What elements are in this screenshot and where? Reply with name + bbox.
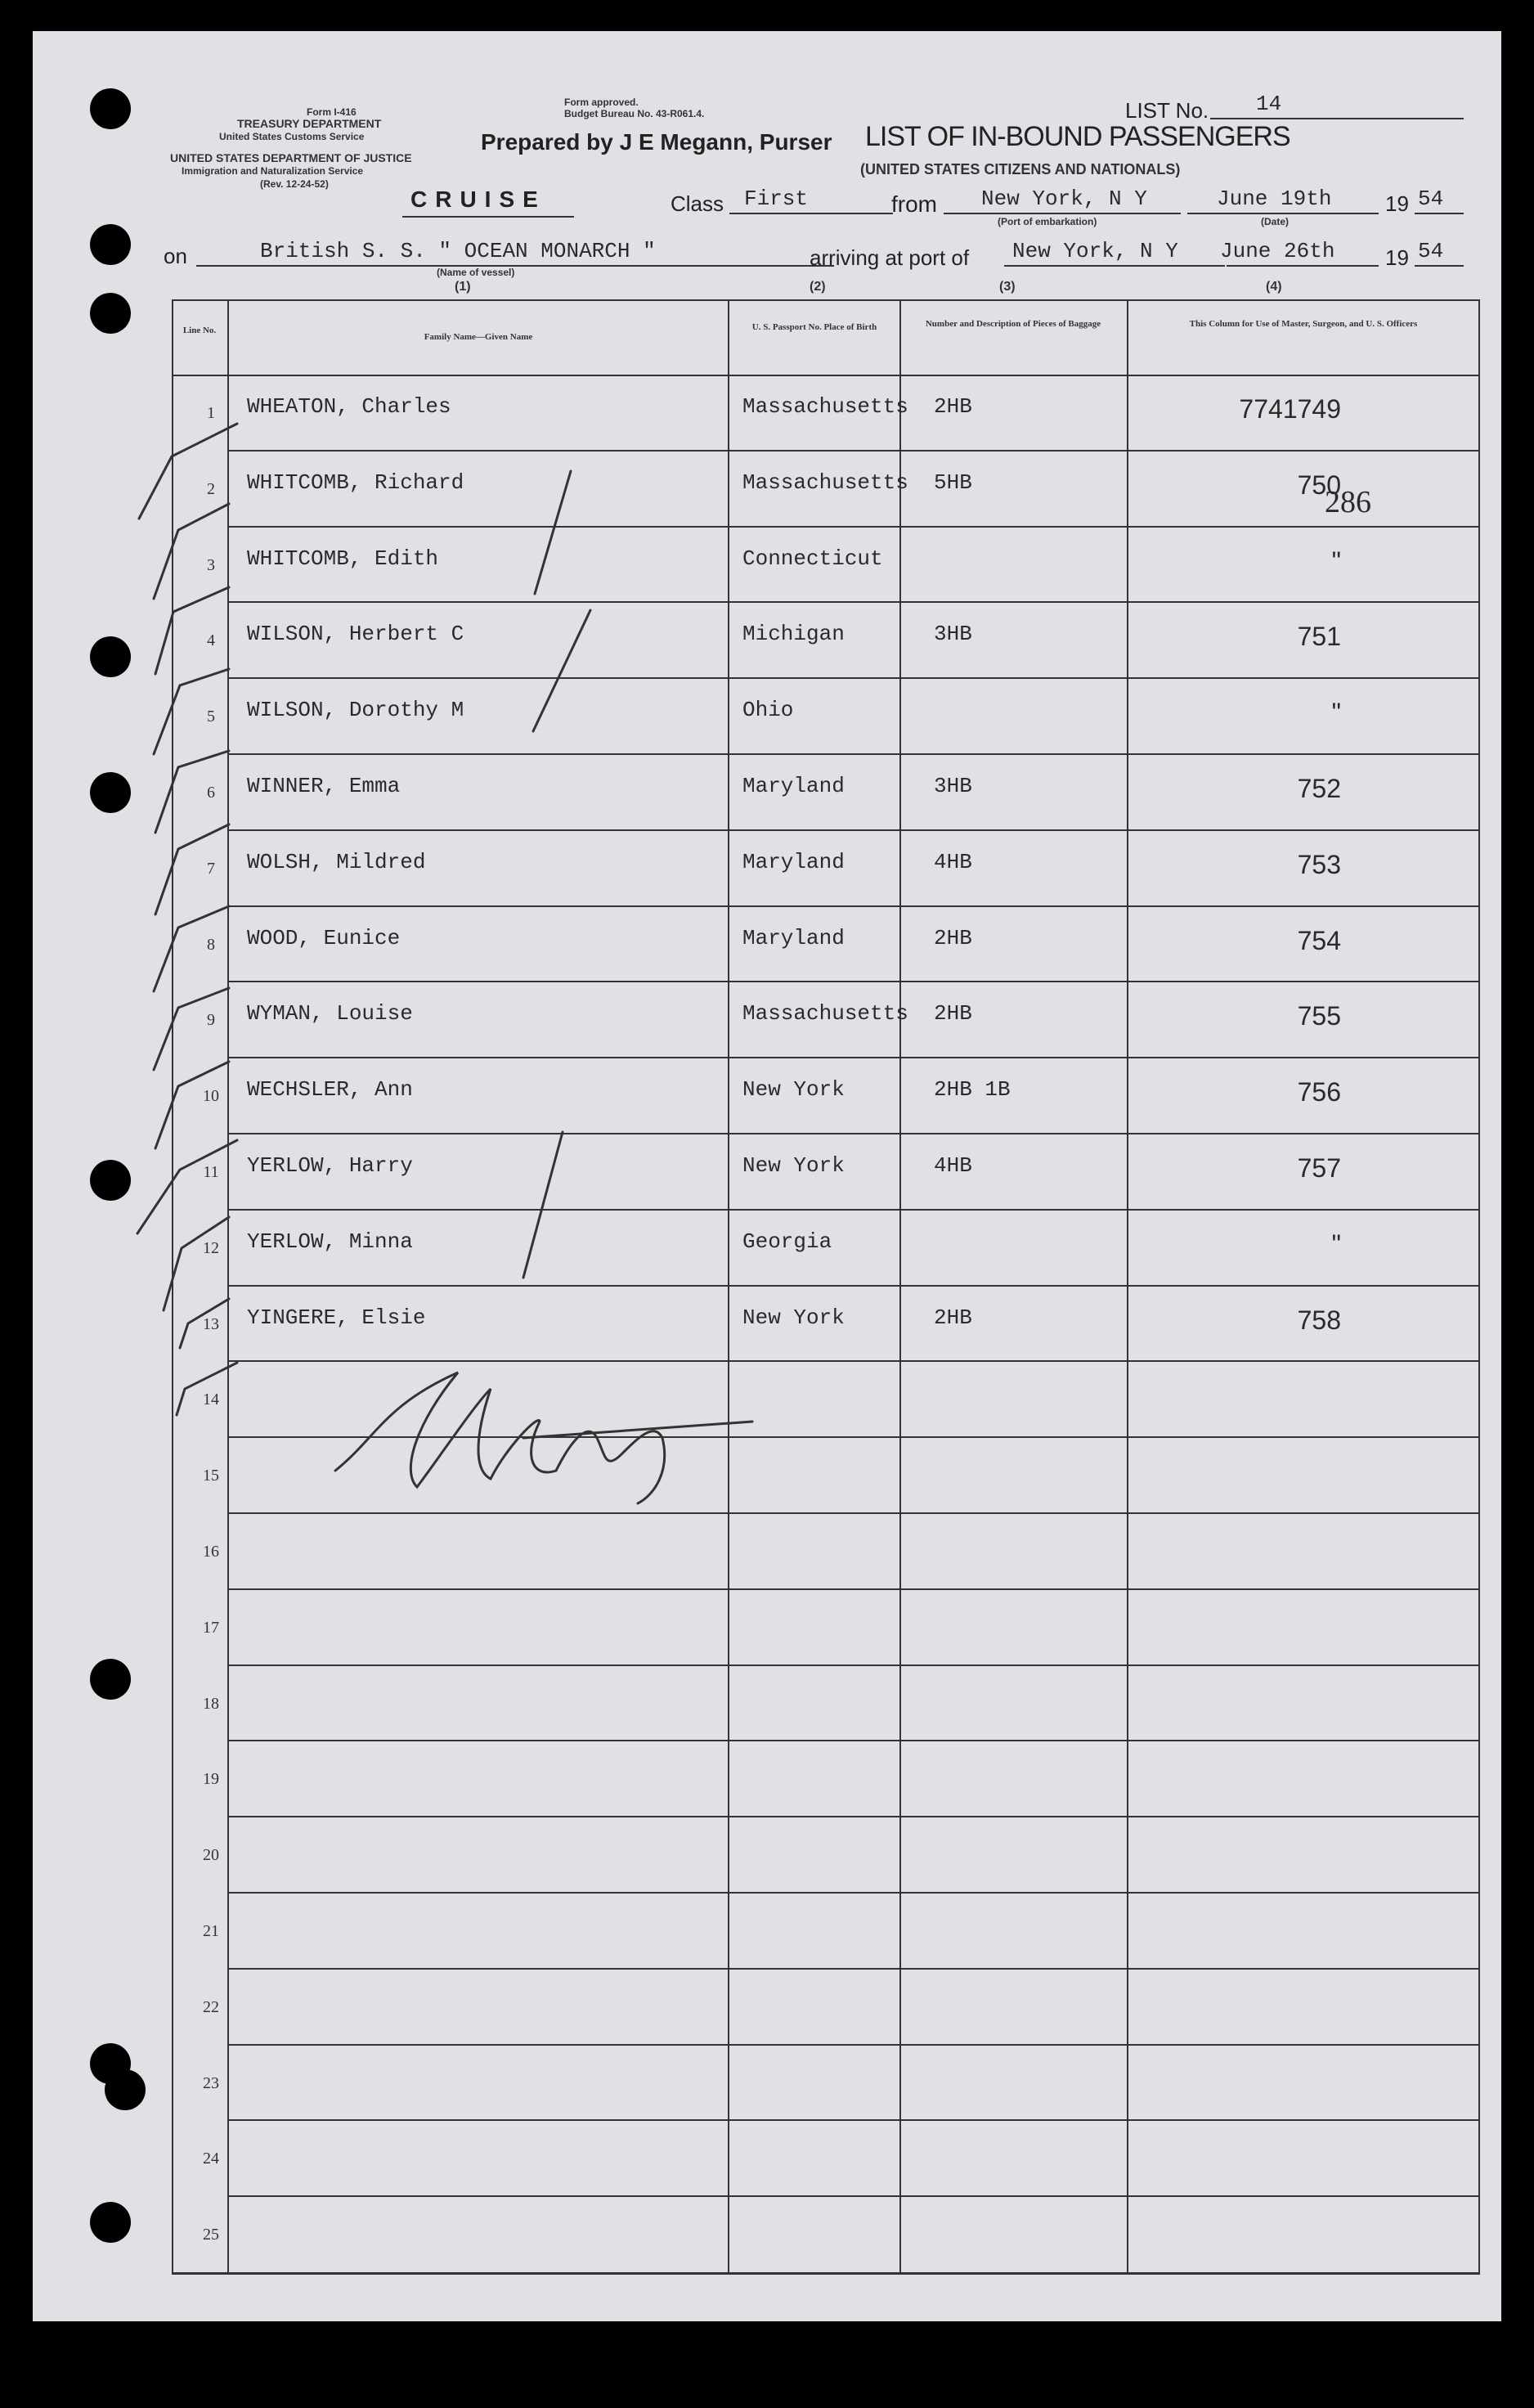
punch-hole bbox=[105, 2069, 146, 2110]
row-divider bbox=[227, 1285, 1478, 1287]
row-divider bbox=[227, 2044, 1478, 2046]
cruise-stamp: CRUISE bbox=[410, 186, 546, 212]
line-number: 19 bbox=[203, 1770, 219, 1789]
row-divider bbox=[227, 905, 1478, 907]
line-number: 21 bbox=[203, 1922, 219, 1940]
list-no-line bbox=[1210, 118, 1464, 119]
row-divider bbox=[227, 1740, 1478, 1741]
line-number: 13 bbox=[203, 1314, 219, 1333]
date-line bbox=[1187, 213, 1379, 214]
row-divider bbox=[227, 1968, 1478, 1970]
row-divider bbox=[227, 1209, 1478, 1211]
place-of-birth: New York bbox=[742, 1153, 845, 1178]
year-line bbox=[1415, 213, 1464, 214]
passenger-name: WINNER, Emma bbox=[247, 774, 401, 798]
passenger-name: YINGERE, Elsie bbox=[247, 1305, 426, 1330]
passenger-name: WYMAN, Louise bbox=[247, 1001, 413, 1027]
line-number: 7 bbox=[207, 859, 215, 878]
baggage: 2HB bbox=[934, 1305, 972, 1330]
row-divider bbox=[227, 753, 1478, 755]
passenger-name: WILSON, Herbert C bbox=[247, 622, 464, 647]
line-number: 10 bbox=[203, 1087, 219, 1106]
check-mark bbox=[137, 1140, 237, 1233]
arriving-label: arriving at port of bbox=[810, 245, 970, 270]
line-number: 25 bbox=[203, 2226, 219, 2244]
list-no-label: LIST No. bbox=[1125, 98, 1209, 123]
baggage: 4HB bbox=[934, 1153, 972, 1178]
line-number: 4 bbox=[207, 631, 215, 650]
baggage: 2HB bbox=[934, 1001, 972, 1027]
port-emb-caption: (Port of embarkation) bbox=[998, 216, 1097, 227]
baggage: 2HB 1B bbox=[934, 1077, 1011, 1103]
port-of-embarkation: New York, N Y bbox=[981, 186, 1147, 211]
line-number: 8 bbox=[207, 935, 215, 954]
baggage: 4HB bbox=[934, 849, 972, 874]
passenger-name: WOLSH, Mildred bbox=[247, 849, 426, 874]
budget-bureau: Budget Bureau No. 43-R061.4. bbox=[564, 108, 705, 119]
baggage: 5HB bbox=[934, 469, 972, 495]
line-number: 11 bbox=[203, 1163, 219, 1181]
place-of-birth: Massachusetts bbox=[742, 394, 908, 419]
punch-hole bbox=[90, 2202, 131, 2243]
punch-hole bbox=[90, 772, 131, 813]
form-number: Form I-416 bbox=[307, 106, 357, 118]
punch-hole bbox=[90, 1160, 131, 1201]
check-mark bbox=[164, 1217, 229, 1310]
handwritten-number: 286 bbox=[1325, 485, 1371, 519]
prepared-by: Prepared by J E Megann, Purser bbox=[481, 129, 832, 155]
check-mark bbox=[155, 587, 229, 674]
line-number: 17 bbox=[203, 1618, 219, 1637]
officer-entry: " bbox=[1331, 1229, 1341, 1259]
punch-hole bbox=[90, 293, 131, 334]
slash-mark bbox=[535, 471, 571, 594]
from-line bbox=[944, 213, 1181, 214]
passenger-name: WECHSLER, Ann bbox=[247, 1077, 413, 1103]
row-divider bbox=[227, 1057, 1478, 1058]
row-divider bbox=[227, 1133, 1478, 1134]
punch-hole bbox=[90, 636, 131, 677]
header-name: Family Name—Given Name bbox=[424, 332, 533, 342]
place-of-birth: New York bbox=[742, 1077, 845, 1103]
year-prefix: 19 bbox=[1385, 191, 1409, 216]
row-divider bbox=[227, 2195, 1478, 2197]
form-approved: Form approved. bbox=[564, 97, 639, 108]
passenger-name: WHITCOMB, Richard bbox=[247, 469, 464, 495]
officer-entry: 751 bbox=[1297, 622, 1341, 652]
place-of-birth: New York bbox=[742, 1305, 845, 1330]
officer-entry: 754 bbox=[1297, 925, 1341, 955]
passenger-name: WHEATON, Charles bbox=[247, 394, 451, 419]
row-divider bbox=[227, 526, 1478, 528]
row-divider bbox=[227, 1512, 1478, 1514]
baggage: 3HB bbox=[934, 622, 972, 647]
place-of-birth: Ohio bbox=[742, 698, 794, 723]
vessel-name: British S. S. " OCEAN MONARCH " bbox=[260, 239, 656, 263]
ins-service: Immigration and Naturalization Service bbox=[182, 165, 364, 177]
baggage: 2HB bbox=[934, 925, 972, 950]
officer-entry: " bbox=[1331, 698, 1341, 728]
line-number: 20 bbox=[203, 1846, 219, 1865]
row-divider bbox=[227, 981, 1478, 982]
date-caption: (Date) bbox=[1261, 216, 1290, 227]
line-number: 1 bbox=[207, 404, 215, 422]
from-label: from bbox=[891, 191, 937, 217]
baggage: 2HB bbox=[934, 394, 972, 419]
arrival-date-line bbox=[1227, 265, 1379, 267]
col-num-1: (1) bbox=[455, 280, 471, 294]
passenger-name: WOOD, Eunice bbox=[247, 925, 401, 950]
slash-mark bbox=[533, 610, 590, 731]
officer-entry: 750 bbox=[1297, 469, 1341, 500]
place-of-birth: Michigan bbox=[742, 622, 845, 647]
officer-entry: 7741749 bbox=[1239, 394, 1341, 424]
arrival-year-prefix: 19 bbox=[1385, 245, 1409, 270]
line-number: 16 bbox=[203, 1543, 219, 1561]
arrival-port-line bbox=[1004, 265, 1225, 267]
line-number: 14 bbox=[203, 1390, 219, 1409]
check-mark bbox=[139, 424, 237, 519]
line-number: 18 bbox=[203, 1694, 219, 1713]
departure-year: 54 bbox=[1418, 186, 1444, 211]
officer-entry: " bbox=[1331, 546, 1341, 576]
place-of-birth: Connecticut bbox=[742, 546, 883, 571]
line-number: 15 bbox=[203, 1467, 219, 1485]
arrival-date: June 26th bbox=[1220, 239, 1335, 263]
cruise-underline bbox=[402, 216, 574, 218]
row-divider bbox=[227, 1816, 1478, 1817]
officer-entry: 753 bbox=[1297, 849, 1341, 879]
punch-hole bbox=[90, 1659, 131, 1700]
line-number: 22 bbox=[203, 1997, 219, 2016]
line-number: 5 bbox=[207, 708, 215, 726]
list-subtitle: (UNITED STATES CITIZENS AND NATIONALS) bbox=[860, 161, 1181, 177]
passenger-name: YERLOW, Harry bbox=[247, 1153, 413, 1178]
line-number: 3 bbox=[207, 555, 215, 574]
officer-entry: 756 bbox=[1297, 1077, 1341, 1107]
officer-entry: 758 bbox=[1297, 1305, 1341, 1335]
vessel-caption: (Name of vessel) bbox=[437, 267, 515, 278]
list-title: LIST OF IN-BOUND PASSENGERS bbox=[865, 121, 1290, 152]
class-line bbox=[729, 213, 893, 214]
row-divider bbox=[227, 1360, 1478, 1362]
justice-department: UNITED STATES DEPARTMENT OF JUSTICE bbox=[170, 151, 412, 164]
place-of-birth: Massachusetts bbox=[742, 469, 908, 495]
officer-entry: 752 bbox=[1297, 774, 1341, 803]
departure-date: June 19th bbox=[1217, 186, 1332, 211]
on-label: on bbox=[164, 244, 187, 268]
place-of-birth: Maryland bbox=[742, 849, 845, 874]
line-number: 12 bbox=[203, 1238, 219, 1257]
col-num-3: (3) bbox=[999, 280, 1016, 294]
arrival-year: 54 bbox=[1418, 239, 1444, 263]
row-divider bbox=[227, 1588, 1478, 1590]
arrival-port: New York, N Y bbox=[1012, 239, 1178, 263]
list-number: 14 bbox=[1256, 92, 1282, 116]
baggage: 3HB bbox=[934, 774, 972, 798]
header-officers: This Column for Use of Master, Surgeon, and U. S. Officers bbox=[1189, 319, 1418, 329]
arrival-year-line bbox=[1415, 265, 1464, 267]
place-of-birth: Maryland bbox=[742, 925, 845, 950]
form-page bbox=[33, 31, 1501, 2321]
col-num-4: (4) bbox=[1266, 280, 1282, 294]
place-of-birth: Massachusetts bbox=[742, 1001, 908, 1027]
row-divider bbox=[227, 601, 1478, 603]
row-divider bbox=[227, 829, 1478, 831]
row-divider bbox=[227, 450, 1478, 452]
place-of-birth: Maryland bbox=[742, 774, 845, 798]
line-number: 6 bbox=[207, 784, 215, 802]
line-number: 23 bbox=[203, 2073, 219, 2092]
line-number: 2 bbox=[207, 479, 215, 498]
place-of-birth: Georgia bbox=[742, 1229, 832, 1254]
passenger-name: YERLOW, Minna bbox=[247, 1229, 413, 1254]
col-num-2: (2) bbox=[810, 280, 826, 294]
punch-hole bbox=[90, 88, 131, 129]
line-number: 24 bbox=[203, 2150, 219, 2168]
header-line-no: Line No. bbox=[182, 326, 217, 335]
row-divider bbox=[227, 1892, 1478, 1894]
line-number: 9 bbox=[207, 1011, 215, 1030]
row-divider bbox=[227, 1436, 1478, 1438]
revision: (Rev. 12-24-52) bbox=[260, 178, 329, 190]
customs-service: United States Customs Service bbox=[219, 131, 365, 142]
row-divider bbox=[227, 2119, 1478, 2121]
check-mark bbox=[154, 504, 229, 599]
vessel-line bbox=[196, 265, 834, 267]
passenger-name: WHITCOMB, Edith bbox=[247, 546, 439, 571]
header-passport: U. S. Passport No. Place of Birth bbox=[751, 322, 877, 332]
officer-entry: 757 bbox=[1297, 1153, 1341, 1183]
officer-entry: 755 bbox=[1297, 1001, 1341, 1031]
row-divider bbox=[227, 677, 1478, 679]
class-value: First bbox=[744, 186, 809, 211]
slash-mark bbox=[523, 1132, 563, 1278]
row-divider bbox=[227, 1664, 1478, 1666]
treasury-department: TREASURY DEPARTMENT bbox=[237, 117, 382, 130]
punch-hole bbox=[90, 224, 131, 265]
class-label: Class bbox=[671, 191, 724, 216]
passenger-name: WILSON, Dorothy M bbox=[247, 698, 464, 723]
header-baggage: Number and Description of Pieces of Baggage bbox=[925, 319, 1101, 329]
